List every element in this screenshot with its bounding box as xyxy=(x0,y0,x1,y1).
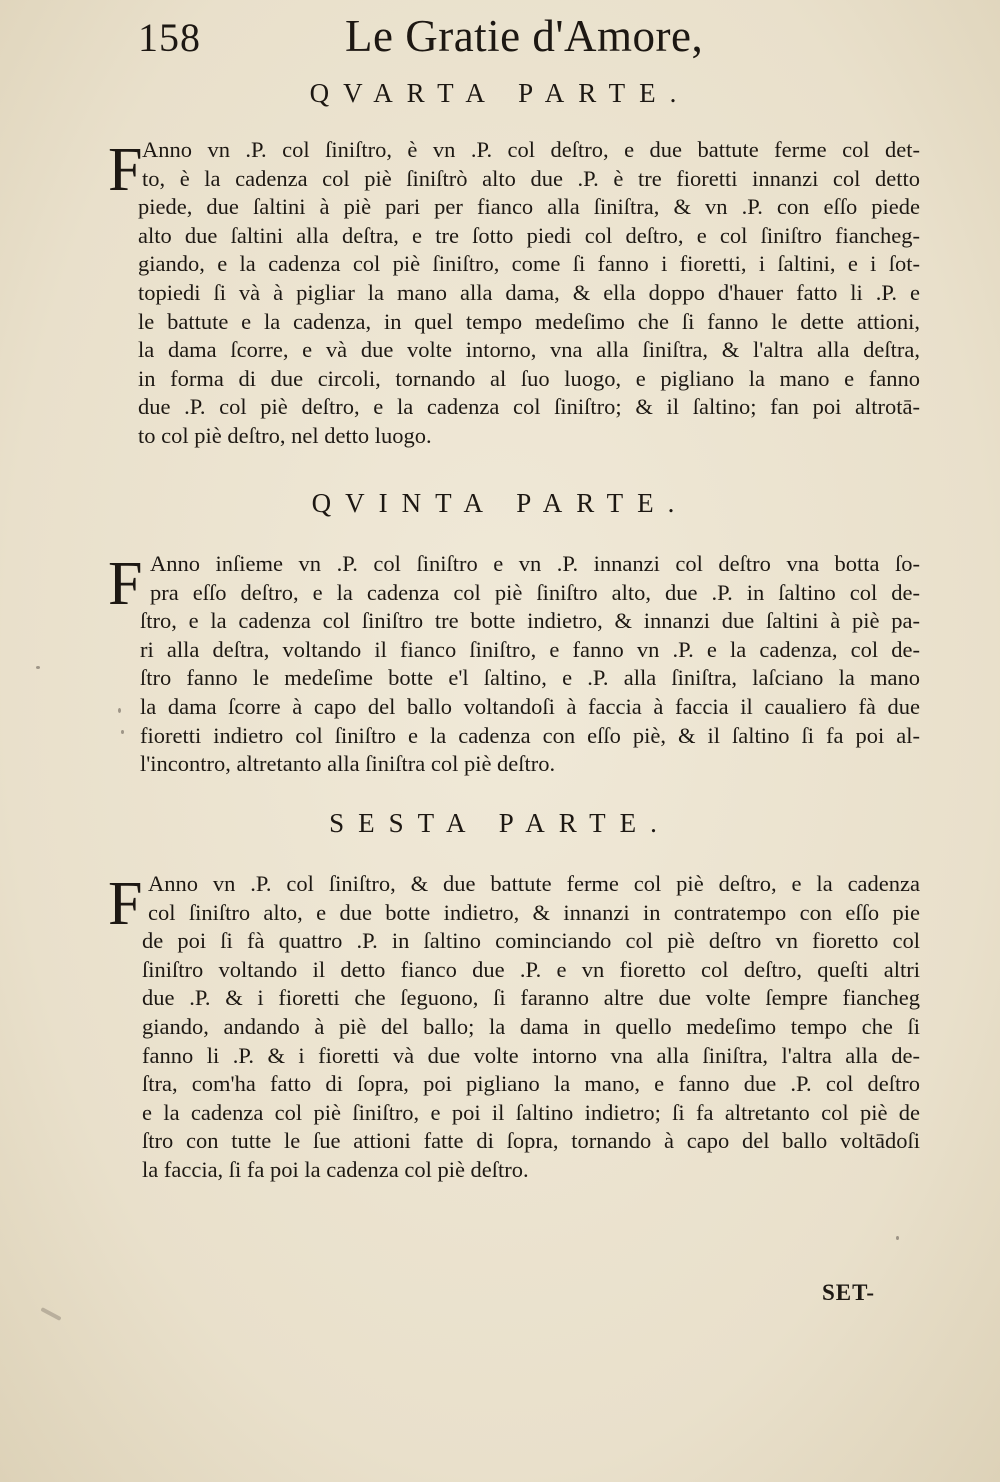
paper-speck xyxy=(121,730,124,734)
text-line: Anno vn .P. col ſiniſtro, & due battute ferme col piè deſtro, e la cadenza xyxy=(148,871,920,896)
text-line: ſtra, com'ha fatto di ſopra, poi pigliano la mano, e fanno due .P. col deſtro xyxy=(142,1071,920,1097)
section-body-quarta xyxy=(108,136,920,451)
drop-initial: F xyxy=(108,136,143,204)
text-line: la dama ſcorre à capo del ballo voltandoſi à faccia à faccia il caualiero fà due xyxy=(140,693,920,719)
text-line: fioretti indietro col ſiniſtro e la cadenza con eſſo piè, & il ſaltino ſi fa poi al- xyxy=(140,722,920,748)
text-line: fanno li .P. & i fioretti và due volte intorno vna alla ſiniſtra, l'altra alla de- xyxy=(142,1042,920,1068)
text-line: de poi ſi fà quattro .P. in ſaltino cominciando col piè deſtro vn fioretto col xyxy=(142,928,920,954)
text-line: ſiniſtro voltando il detto fianco due .P. e vn fioretto col deſtro, queſti altri xyxy=(142,956,920,982)
section-heading-quinta: QVINTA PARTE. xyxy=(311,488,689,518)
section-heading-quarta: QVARTA PARTE. xyxy=(309,78,691,108)
text-line: due .P. & i fioretti che ſeguono, ſi faranno altre due volte ſempre fiancheg xyxy=(142,985,920,1011)
text-line: pra eſſo deſtro, e la cadenza col piè ſiniſtro alto, due .P. in ſaltino col de- xyxy=(150,579,920,605)
text-line: to, è la cadenza col piè ſiniſtrò alto due .P. è tre fioretti innanzi col detto xyxy=(142,165,920,191)
page-number: 158 xyxy=(138,15,201,60)
section-body-sesta xyxy=(108,870,920,1185)
paper-speck xyxy=(896,1236,899,1240)
page-header xyxy=(0,10,1000,70)
text-line: Anno vn .P. col ſiniſtro, è vn .P. col deſtro, e due battute ferme col det- xyxy=(142,137,920,162)
text-line: la faccia, ſi fa poi la cadenza col piè deſtro. xyxy=(142,1156,529,1182)
paper-speck xyxy=(36,666,40,669)
paragraph xyxy=(108,550,920,779)
catchword: SET- xyxy=(822,1280,876,1305)
text-line: ri alla deſtra, voltando il fianco ſiniſtro, e fanno vn .P. e la cadenza, col de- xyxy=(140,636,920,662)
text-line: ſtro con tutte le ſue attioni fatte di ſopra, tornando à capo del ballo voltādoſi xyxy=(142,1128,920,1154)
text-line: giando, andando à piè del ballo; la dama in quello medeſimo tempo che ſi xyxy=(142,1013,920,1039)
text-line: le battute e la cadenza, in quel tempo medeſimo che ſi fanno le dette attioni, xyxy=(138,308,920,334)
running-title: Le Gratie d'Amore, xyxy=(345,11,704,61)
paragraph xyxy=(108,136,920,451)
text-line: giando, e la cadenza col piè ſiniſtro, come ſi fanno i fioretti, i ſaltini, e i ſot- xyxy=(138,251,920,277)
text-line: topiedi ſi và à pigliar la mano alla dama, & ella doppo d'hauer fatto li .P. e xyxy=(138,279,920,305)
text-line: ſtro, e la cadenza col ſiniſtro tre botte indietro, & innanzi due ſaltini à piè pa- xyxy=(140,608,920,634)
text-line: alto due ſaltini alla deſtra, e tre ſotto piedi col deſtro, e col ſiniſtro fiancheg- xyxy=(138,222,920,248)
text-line: ſtro fanno le medeſime botte e'l ſaltino, e .P. alla ſiniſtra, laſciano la mano xyxy=(140,665,920,691)
text-line: l'incontro, altretanto alla ſiniſtra col piè deſtro. xyxy=(140,751,556,777)
text-line: Anno inſieme vn .P. col ſiniſtro e vn .P. innanzi col deſtro vna botta ſo- xyxy=(150,551,920,576)
text-line: col ſiniſtro alto, e due botte indietro, & innanzi in contratempo con eſſo pie xyxy=(148,899,920,925)
text-line: to col piè deſtro, nel detto luogo. xyxy=(138,422,432,448)
drop-initial: F xyxy=(108,870,143,938)
text-line: due .P. col piè deſtro, e la cadenza col ſiniſtro; & il ſaltino; fan poi altrotā- xyxy=(138,394,920,420)
paper-smudge xyxy=(40,1307,61,1321)
paper-speck xyxy=(118,708,121,713)
paragraph xyxy=(108,870,920,1185)
text-line: e la cadenza col piè ſiniſtro, e poi il ſaltino indietro; ſi fa altretanto col piè de xyxy=(142,1099,920,1125)
text-line: in forma di due circoli, tornando al ſuo luogo, e pigliano la mano e fanno xyxy=(138,365,920,391)
section-heading-sesta: SESTA PARTE. xyxy=(329,808,671,838)
section-body-quinta xyxy=(108,550,920,779)
drop-initial: F xyxy=(108,550,143,618)
text-line: la dama ſcorre, e và due volte intorno, vna alla ſiniſtra, & l'altra alla deſtra, xyxy=(138,337,920,363)
text-line: piede, due ſaltini à piè pari per fianco alla ſiniſtra, & vn .P. con eſſo piede xyxy=(138,194,920,220)
